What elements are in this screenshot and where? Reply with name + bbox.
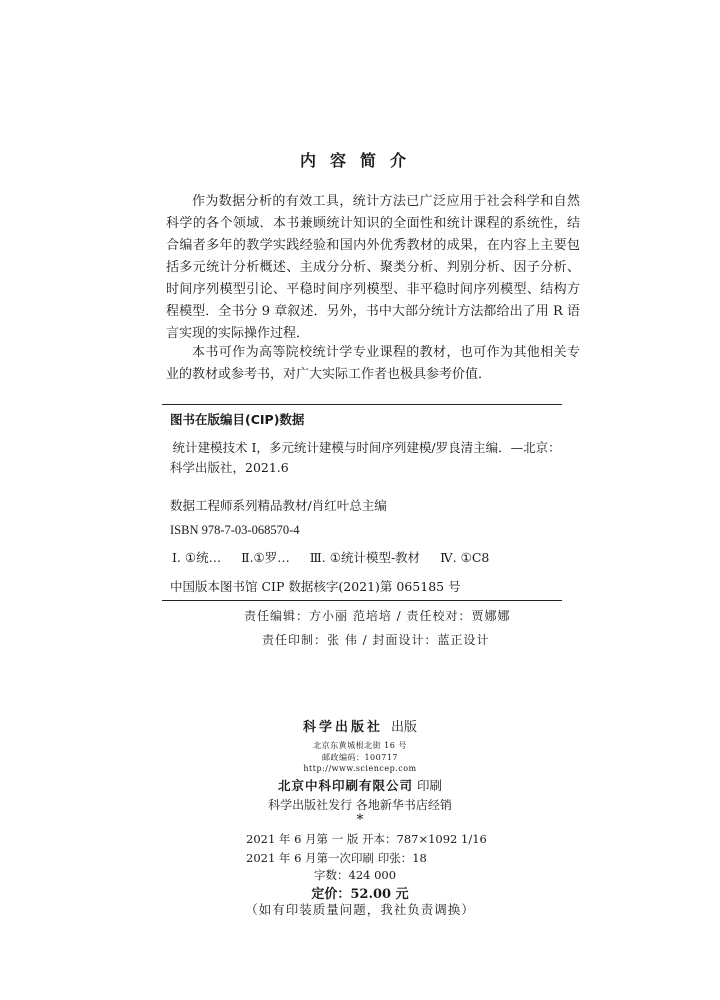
staff-editors: 责任编辑：方小丽 范培培 / 责任校对：贾娜娜 <box>244 609 511 623</box>
cip-class-2: Ⅱ.①罗… <box>241 550 290 565</box>
cip-record: 统计建模技术 Ⅰ，多元统计建模与时间序列建模/罗良清主编．—北京：科学出版社，2021.6 <box>170 440 561 475</box>
cip-isbn: ISBN 978-7-03-068570-4 <box>170 523 300 537</box>
publisher-line <box>0 716 720 735</box>
separator-star: * <box>356 812 364 828</box>
cip-class-4: Ⅳ. ①C8 <box>440 550 490 565</box>
printer-suffix: 印刷 <box>417 778 443 793</box>
quality-note: （如有印装质量问题，我社负责调换） <box>245 902 475 917</box>
price: 定价：52.00 元 <box>311 887 409 902</box>
printer-name: 北京中科印刷有限公司 <box>277 778 413 793</box>
distribution-line: 科学出版社发行 各地新华书店经销 <box>268 798 452 812</box>
cip-class-1: Ⅰ. ①统… <box>172 550 222 565</box>
cip-class-3: Ⅲ. ①统计模型-教材 <box>309 550 421 565</box>
printer-line <box>0 776 720 794</box>
publisher-suffix: 出版 <box>391 720 418 735</box>
printing-line: 2021 年 6 月第一次印刷 印张：18 <box>246 851 427 865</box>
word-count: 字数：424 000 <box>314 868 397 882</box>
cip-number: 中国版本图书馆 CIP 数据核字(2021)第 065185 号 <box>170 579 461 594</box>
edition-line: 2021 年 6 月第 一 版 开本：787×1092 1/16 <box>246 832 487 846</box>
cip-top-rule <box>162 404 562 405</box>
cip-classification <box>172 548 564 568</box>
summary-paragraph-1: 作为数据分析的有效工具，统计方法已广泛应用于社会科学和自然科学的各个领域．本书兼顾统计知识的全面性和统计课程的系统性，结合编者多年的教学实践经验和国内外优秀教材的成果，在内容上主要包括多元统计分析概述、主成分分析、聚类分析、判别分析、因子分析、时间序列模型引论、平稳时间序列模型、非平稳时间序列模型、结构方程模型．全书分 9 章叙述．另外，书中大部分统计方法都给出了用 R 语言实现的实际操作过程． <box>166 194 580 341</box>
publisher-address: 北京东黄城根北街 16 号 <box>313 741 407 750</box>
cip-series: 数据工程师系列精品教材/肖红叶总主编 <box>170 498 387 513</box>
staff-production: 责任印制：张 伟 / 封面设计：蓝正设计 <box>262 633 490 647</box>
publisher-postcode: 邮政编码：100717 <box>321 753 399 762</box>
publisher-url: http://www.sciencep.com <box>303 764 417 773</box>
summary-paragraph-2: 本书可作为高等院校统计学专业课程的教材，也可作为其他相关专业的教材或参考书，对广大实际工作者也极具参考价值． <box>166 345 580 382</box>
cip-heading: 图书在版编目(CIP)数据 <box>170 412 305 427</box>
publisher-name: 科学出版社 <box>302 720 383 735</box>
summary-title: 内容简介 <box>299 151 420 170</box>
cip-bottom-rule <box>162 600 562 601</box>
